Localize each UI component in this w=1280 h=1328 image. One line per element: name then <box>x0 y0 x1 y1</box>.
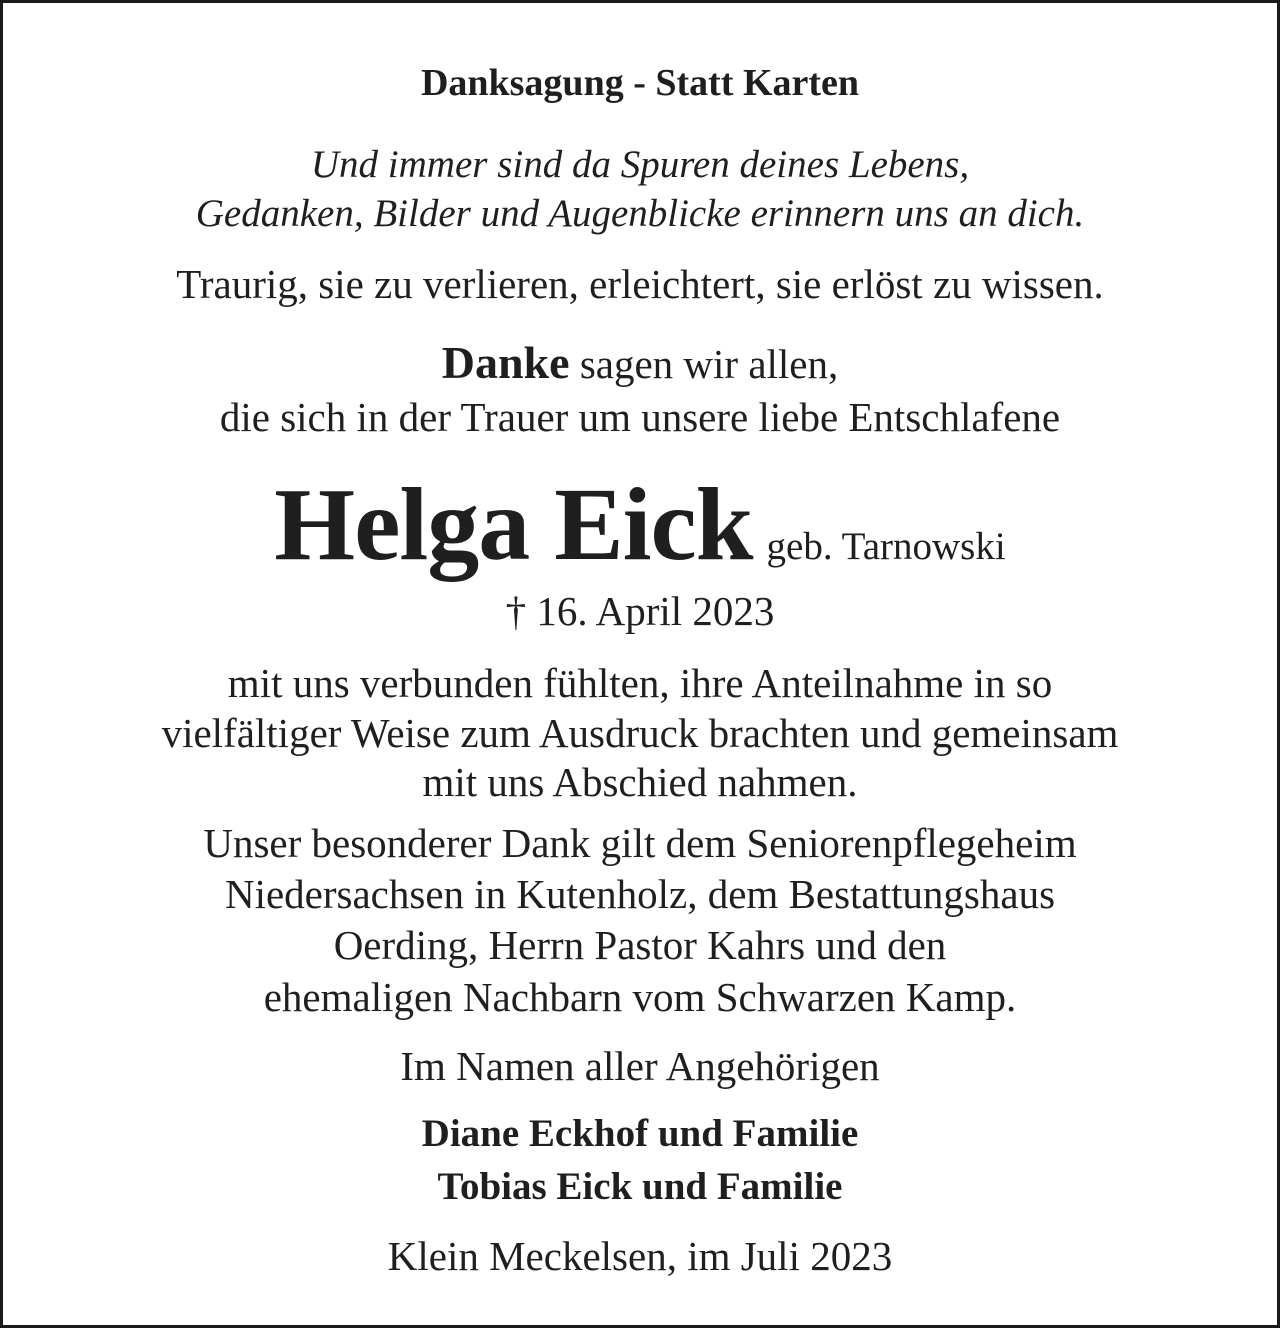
place-date: Klein Meckelsen, im Juli 2023 <box>387 1233 893 1279</box>
birth-name: geb. Tarnowski <box>766 525 1006 568</box>
thanks-body-line-2: vielfältiger Weise zum Ausdruck brachten und gemeinsam <box>161 710 1119 756</box>
special-thanks-line-2: Niedersachsen in Kutenholz, dem Bestattungshaus <box>224 871 1056 917</box>
on-behalf-line: Im Namen aller Angehörigen <box>400 1043 880 1089</box>
special-thanks-line-3: Oerding, Herrn Pastor Kahrs und den <box>333 922 947 968</box>
death-date: † 16. April 2023 <box>505 588 775 634</box>
verse-line-1: Und immer sind da Spuren deines Lebens, <box>310 143 970 186</box>
family-line-1: Diane Eckhof und Familie <box>421 1112 859 1155</box>
deceased-name-line <box>3 467 1277 582</box>
thanks-intro-line <box>3 337 1277 388</box>
danke-emphasis: Danke <box>441 337 570 388</box>
special-thanks-line-1: Unser besonderer Dank gilt dem Seniorenpflegeheim <box>203 820 1077 866</box>
sentiment-line: Traurig, sie zu verlieren, erleichtert, sie erlöst zu wissen. <box>176 261 1104 307</box>
thanks-intro-rest: sagen wir allen, <box>579 341 839 387</box>
verse-line-2: Gedanken, Bilder und Augenblicke erinnern uns an dich. <box>195 192 1085 235</box>
thanks-body-line-3: mit uns Abschied nahmen. <box>422 759 858 805</box>
deceased-name: Helga Eick <box>274 467 753 582</box>
special-thanks-line-4: ehemaligen Nachbarn vom Schwarzen Kamp. <box>263 974 1017 1020</box>
thanks-intro-line-2: die sich in der Trauer um unsere liebe Entschlafene <box>219 394 1061 440</box>
notice-heading: Danksagung - Statt Karten <box>420 62 860 104</box>
thanks-body-line-1: mit uns verbunden fühlten, ihre Anteilnahme in so <box>227 660 1053 706</box>
family-line-2: Tobias Eick und Familie <box>437 1165 843 1208</box>
